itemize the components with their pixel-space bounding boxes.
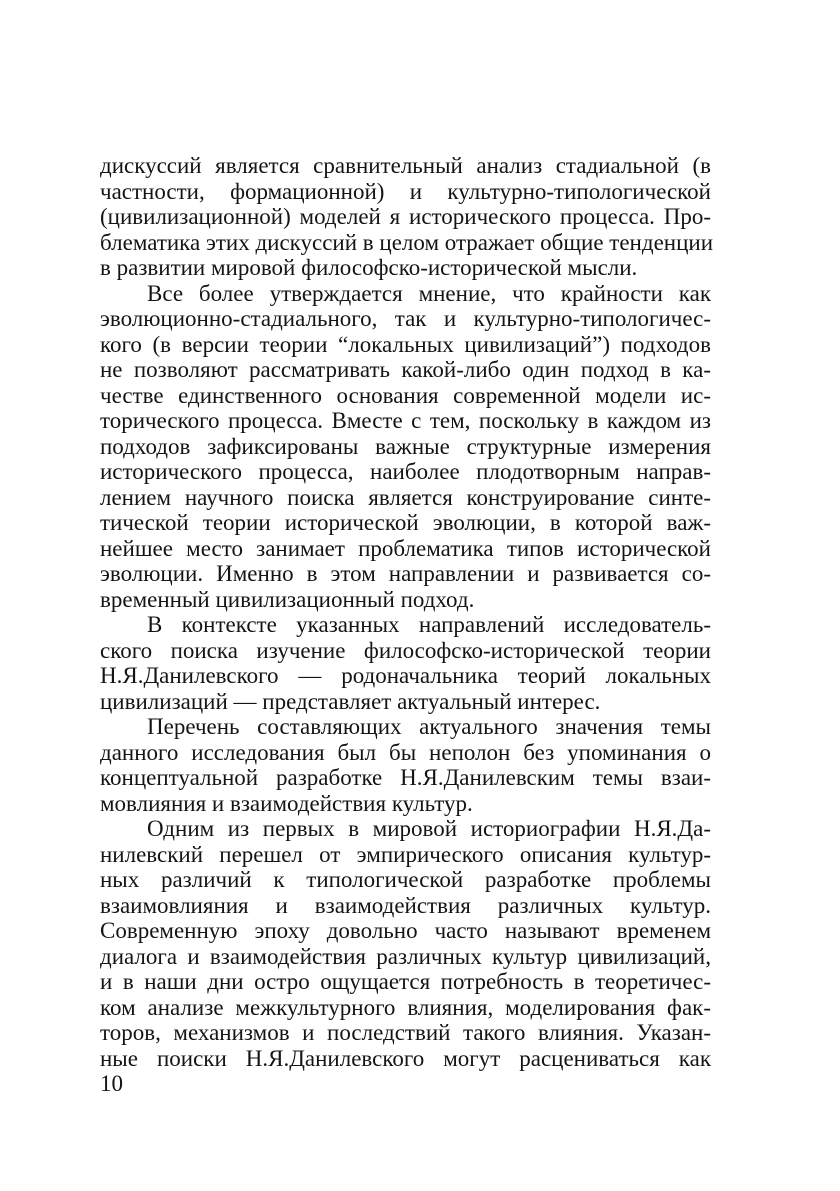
text-line: взаимовлияния и взаимодействия различных культур. (100, 892, 711, 918)
text-line: мовлияния и взаимодействия культур. (100, 790, 473, 816)
text-line: торов, механизмов и последствий такого влияния. Указан- (100, 1020, 711, 1045)
text-line: ского поиска изучение философско-исторической теории (100, 637, 711, 663)
text-line: честве единственного основания современной модели ис- (100, 382, 711, 408)
text-line: ком анализе межкультурного влияния, моделирования фак- (100, 994, 711, 1020)
text-line: Одним из первых в мировой историографии Н.Я.Да- (147, 816, 711, 841)
text-line: ных различий к типологической разработке проблемы (100, 867, 711, 892)
text-line: Все более утверждается мнение, что крайности как (147, 280, 711, 306)
text-line: в развитии мировой философско-исторической мысли. (100, 255, 638, 280)
text-line: и в наши дни остро ощущается потребность в теоретичес- (100, 969, 711, 994)
paragraph (100, 714, 711, 816)
text-line: кого (в версии теории “локальных цивилизаций”) подходов (100, 331, 711, 357)
text-line: блематика этих дискуссий в целом отражает общие тенденции (100, 229, 714, 255)
text-line: подходов зафиксированы важные структурные измерения (100, 433, 711, 459)
page-number: 10 (100, 1071, 123, 1096)
paragraph (100, 612, 711, 714)
text-line: данного исследования был бы неполон без упоминания о (100, 739, 711, 765)
text-line: Перечень составляющих актуального значения темы (147, 714, 711, 739)
text-line: нейшее место занимает проблематика типов исторической (100, 535, 711, 561)
text-line: дискуссий является сравнительный анализ стадиальной (в (100, 153, 711, 178)
text-line: временный цивилизационный подход. (100, 586, 475, 612)
text-line: эволюционно-стадиального, так и культурно-типологичес- (100, 306, 711, 331)
text-line: ные поиски Н.Я.Данилевского могут расцениваться как (100, 1045, 711, 1071)
text-line: лением научного поиска является конструирование синте- (100, 484, 711, 510)
paragraph (100, 153, 714, 281)
text-line: В контексте указанных направлений исследователь- (147, 612, 711, 637)
text-line: нилевский перешел от эмпирического описания культур- (100, 841, 711, 867)
text-line: Современную эпоху довольно часто называют временем (100, 918, 711, 943)
text-line: Н.Я.Данилевского — родоначальника теорий локальных (100, 663, 711, 688)
text-line: частности, формационной) и культурно-типологической (100, 178, 711, 204)
document-page (100, 153, 714, 1097)
text-line: исторического процесса, наиболее плодотворным направ- (100, 459, 711, 484)
text-line: (цивилизационной) моделей я исторического процесса. Про- (100, 204, 711, 229)
text-line: не позволяют рассматривать какой-либо один подход в ка- (100, 357, 711, 382)
text-line: цивилизаций — представляет актуальный интерес. (100, 688, 601, 714)
text-line: эволюции. Именно в этом направлении и развивается со- (100, 561, 711, 586)
text-line: торического процесса. Вместе с тем, поскольку в каждом из (100, 408, 711, 433)
paragraph (100, 816, 711, 1071)
paragraph (100, 281, 711, 613)
text-line: тической теории исторической эволюции, в которой важ- (100, 510, 711, 535)
text-line: концептуальной разработке Н.Я.Данилевским темы взаи- (100, 765, 711, 790)
text-line: диалога и взаимодействия различных культур цивилизаций, (100, 943, 711, 969)
